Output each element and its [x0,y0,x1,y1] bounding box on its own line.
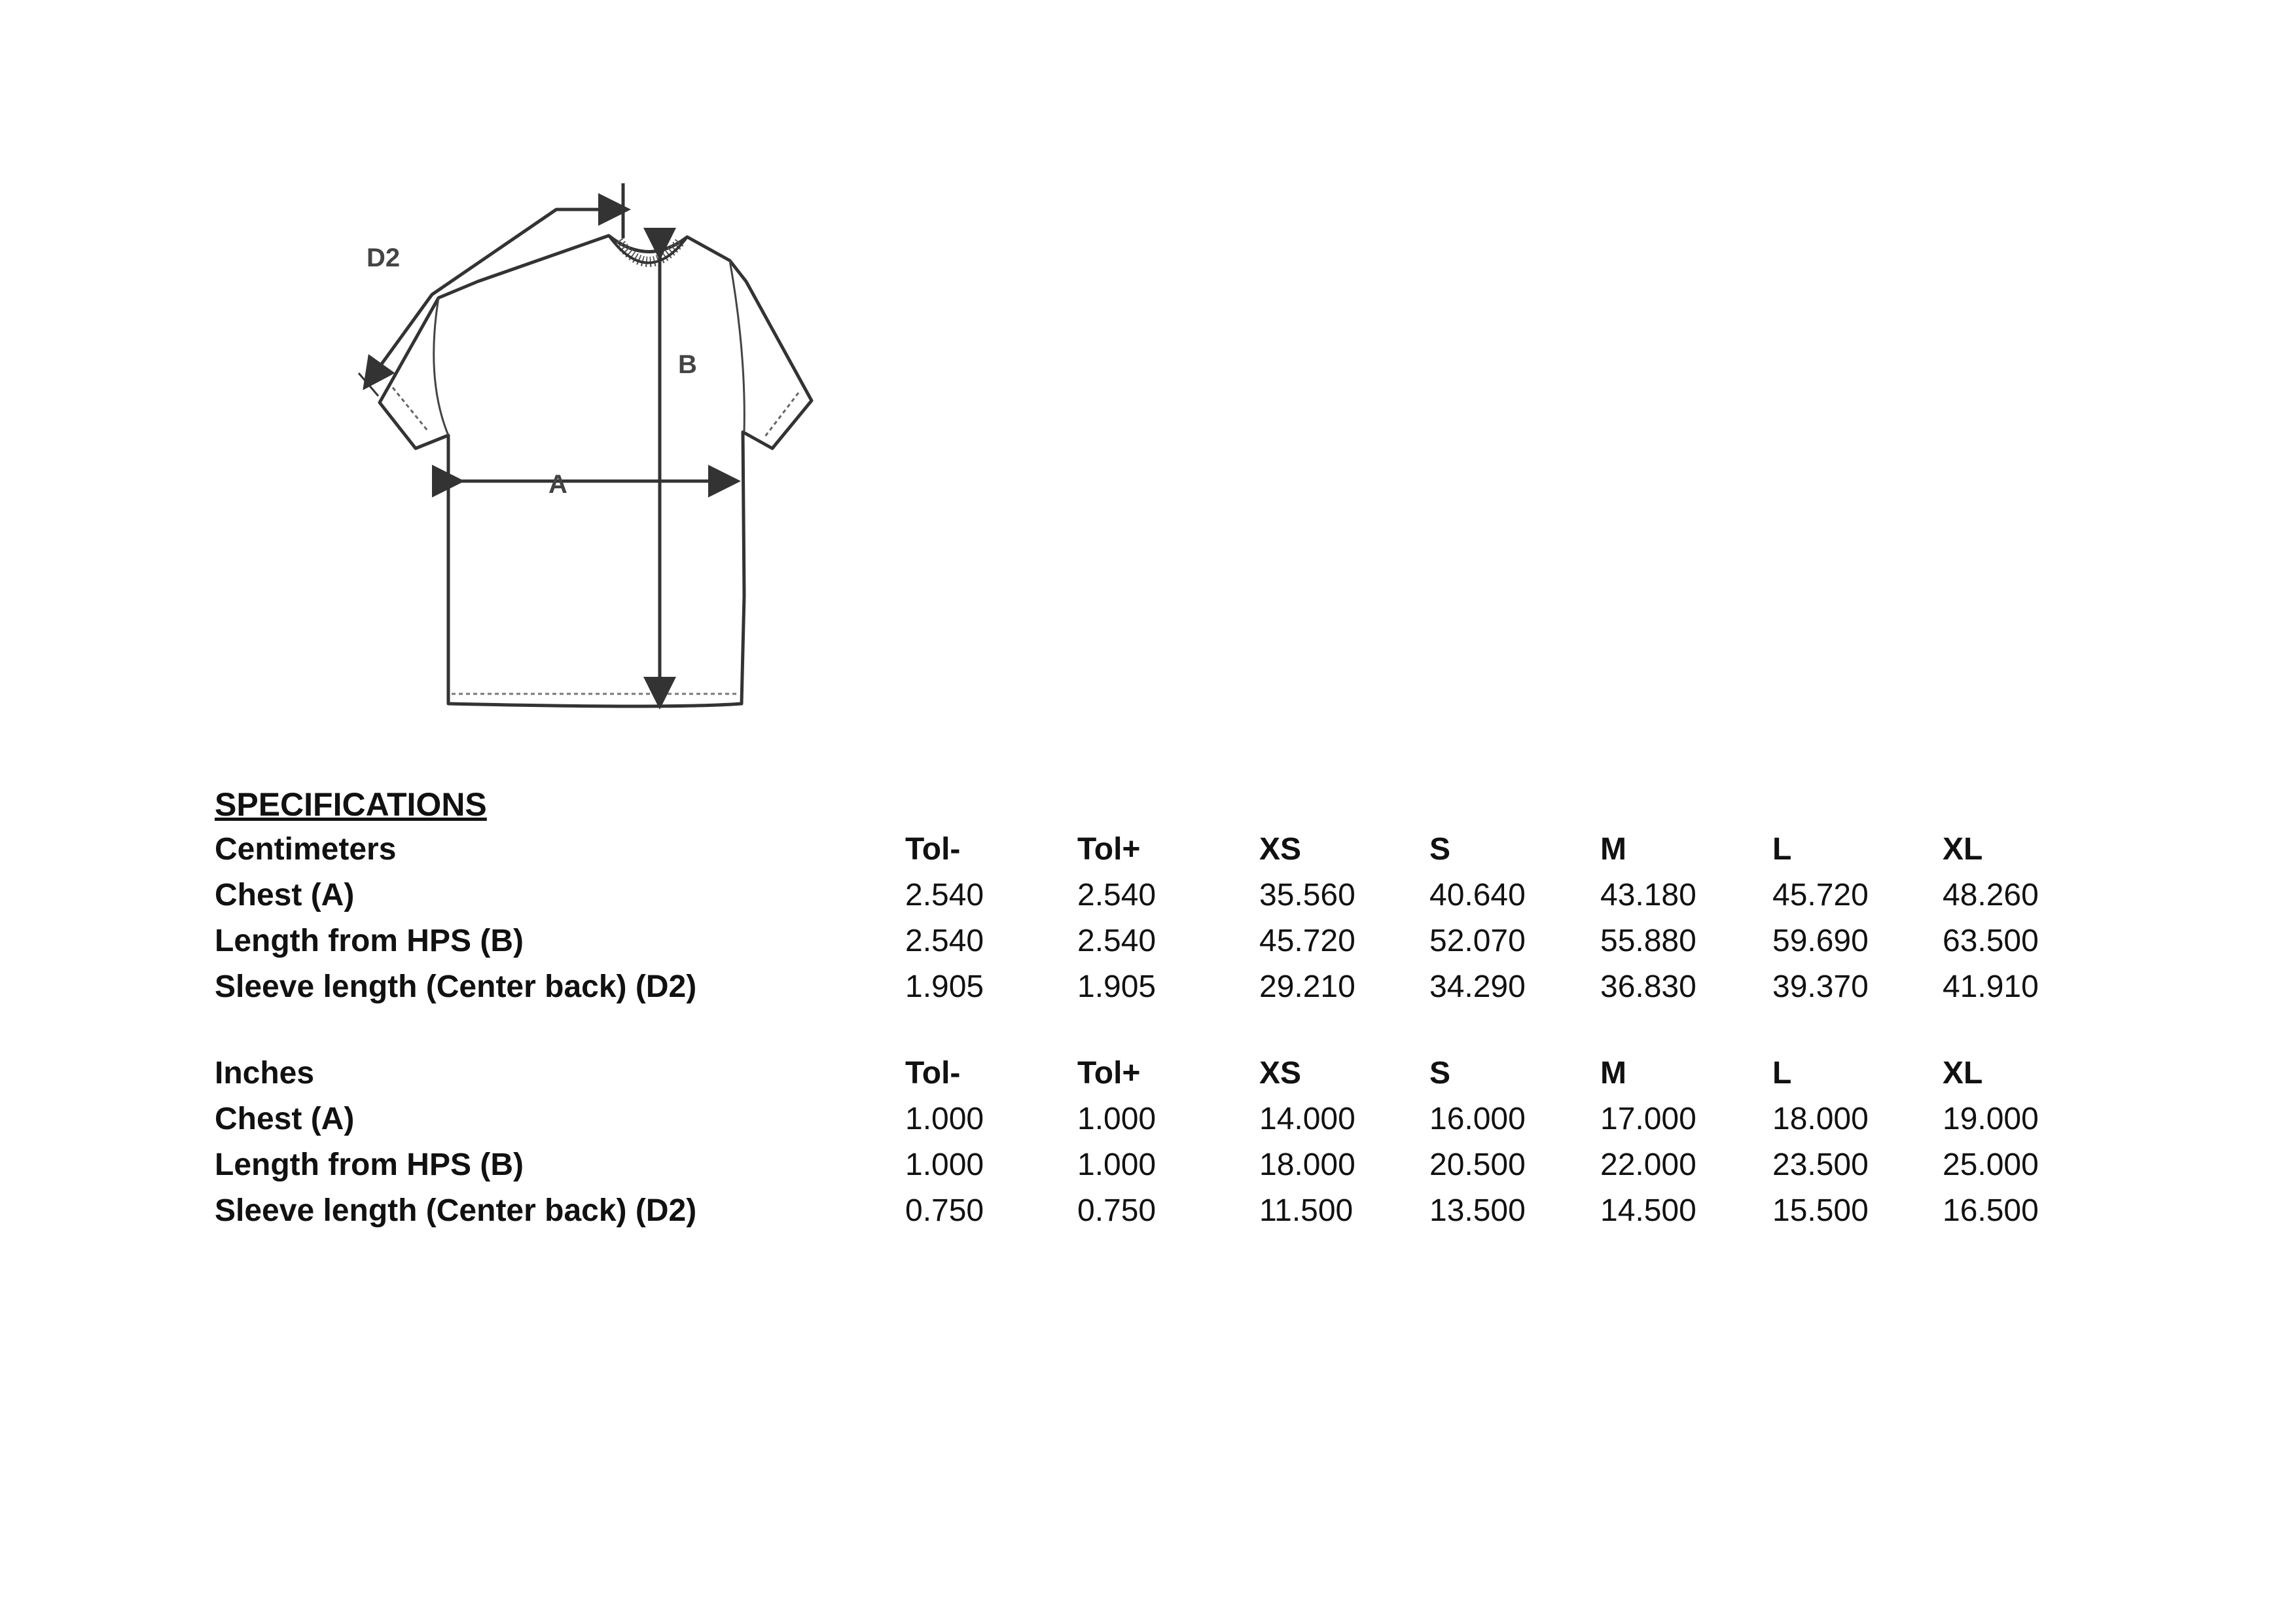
unit-label: Inches [215,1056,315,1091]
cell: 2.540 [905,878,984,912]
col-header: S [1429,832,1451,867]
cell: 18.000 [1772,1102,1869,1136]
cell: 20.500 [1429,1147,1526,1182]
cell: 14.500 [1600,1193,1696,1228]
cell: 63.500 [1943,924,2039,958]
cell: 48.260 [1943,878,2039,912]
table-spacer [215,1010,2113,1051]
row-label: Chest (A) [215,878,355,912]
col-header: XL [1943,832,1983,867]
cell: 1.000 [905,1102,984,1136]
cell: 2.540 [905,924,984,958]
cell: 35.560 [1259,878,1355,912]
col-header: L [1772,832,1792,867]
cell: 40.640 [1429,878,1526,912]
cell: 1.000 [1077,1102,1157,1136]
col-header: XS [1259,832,1302,867]
cell: 22.000 [1600,1147,1696,1182]
cell: 25.000 [1943,1147,2039,1182]
cell: 52.070 [1429,924,1526,958]
row-label: Sleeve length (Center back) (D2) [215,969,697,1004]
col-header: Tol- [905,832,961,867]
col-header: Tol- [905,1056,961,1091]
col-header: XS [1259,1056,1302,1091]
col-header: Tol+ [1077,832,1141,867]
col-header: L [1772,1056,1792,1091]
table-row [215,918,2113,964]
cell: 13.500 [1429,1193,1526,1228]
cell: 45.720 [1772,878,1869,912]
cell: 23.500 [1772,1147,1869,1182]
col-header: S [1429,1056,1451,1091]
table-row [215,873,2113,918]
specifications-title: SPECIFICATIONS [215,786,487,823]
cell: 43.180 [1600,878,1696,912]
cell: 15.500 [1772,1193,1869,1228]
b-label: B [678,350,697,379]
cell: 17.000 [1600,1102,1696,1136]
table-header-centimeters [215,827,2113,873]
table-row [215,1188,2113,1234]
cell: 1.905 [1077,969,1157,1004]
a-label: A [548,470,567,499]
table-row [215,964,2113,1010]
cell: 1.000 [1077,1147,1157,1182]
unit-label: Centimeters [215,832,397,867]
cell: 55.880 [1600,924,1696,958]
table-header-inches [215,1051,2113,1096]
cell: 45.720 [1259,924,1355,958]
row-label: Sleeve length (Center back) (D2) [215,1193,697,1228]
cell: 2.540 [1077,878,1157,912]
d2-label: D2 [367,244,401,272]
cell: 39.370 [1772,969,1869,1004]
cell: 11.500 [1259,1193,1354,1228]
cell: 18.000 [1259,1147,1355,1182]
col-header: Tol+ [1077,1056,1141,1091]
cell: 34.290 [1429,969,1526,1004]
table-row [215,1096,2113,1142]
col-header: M [1600,832,1626,867]
cell: 16.500 [1943,1193,2039,1228]
specifications-section [215,782,2113,1234]
col-header: XL [1943,1056,1983,1091]
cell: 1.000 [905,1147,984,1182]
cell: 16.000 [1429,1102,1526,1136]
row-label: Chest (A) [215,1102,355,1136]
cell: 41.910 [1943,969,2039,1004]
cell: 59.690 [1772,924,1869,958]
cell: 1.905 [905,969,984,1004]
cell: 29.210 [1259,969,1355,1004]
row-label: Length from HPS (B) [215,924,524,958]
cell: 2.540 [1077,924,1157,958]
cell: 0.750 [1077,1193,1157,1228]
row-label: Length from HPS (B) [215,1147,524,1182]
col-header: M [1600,1056,1626,1091]
cell: 19.000 [1943,1102,2039,1136]
cell: 36.830 [1600,969,1696,1004]
cell: 0.750 [905,1193,984,1228]
cell: 14.000 [1259,1102,1355,1136]
table-row [215,1142,2113,1188]
